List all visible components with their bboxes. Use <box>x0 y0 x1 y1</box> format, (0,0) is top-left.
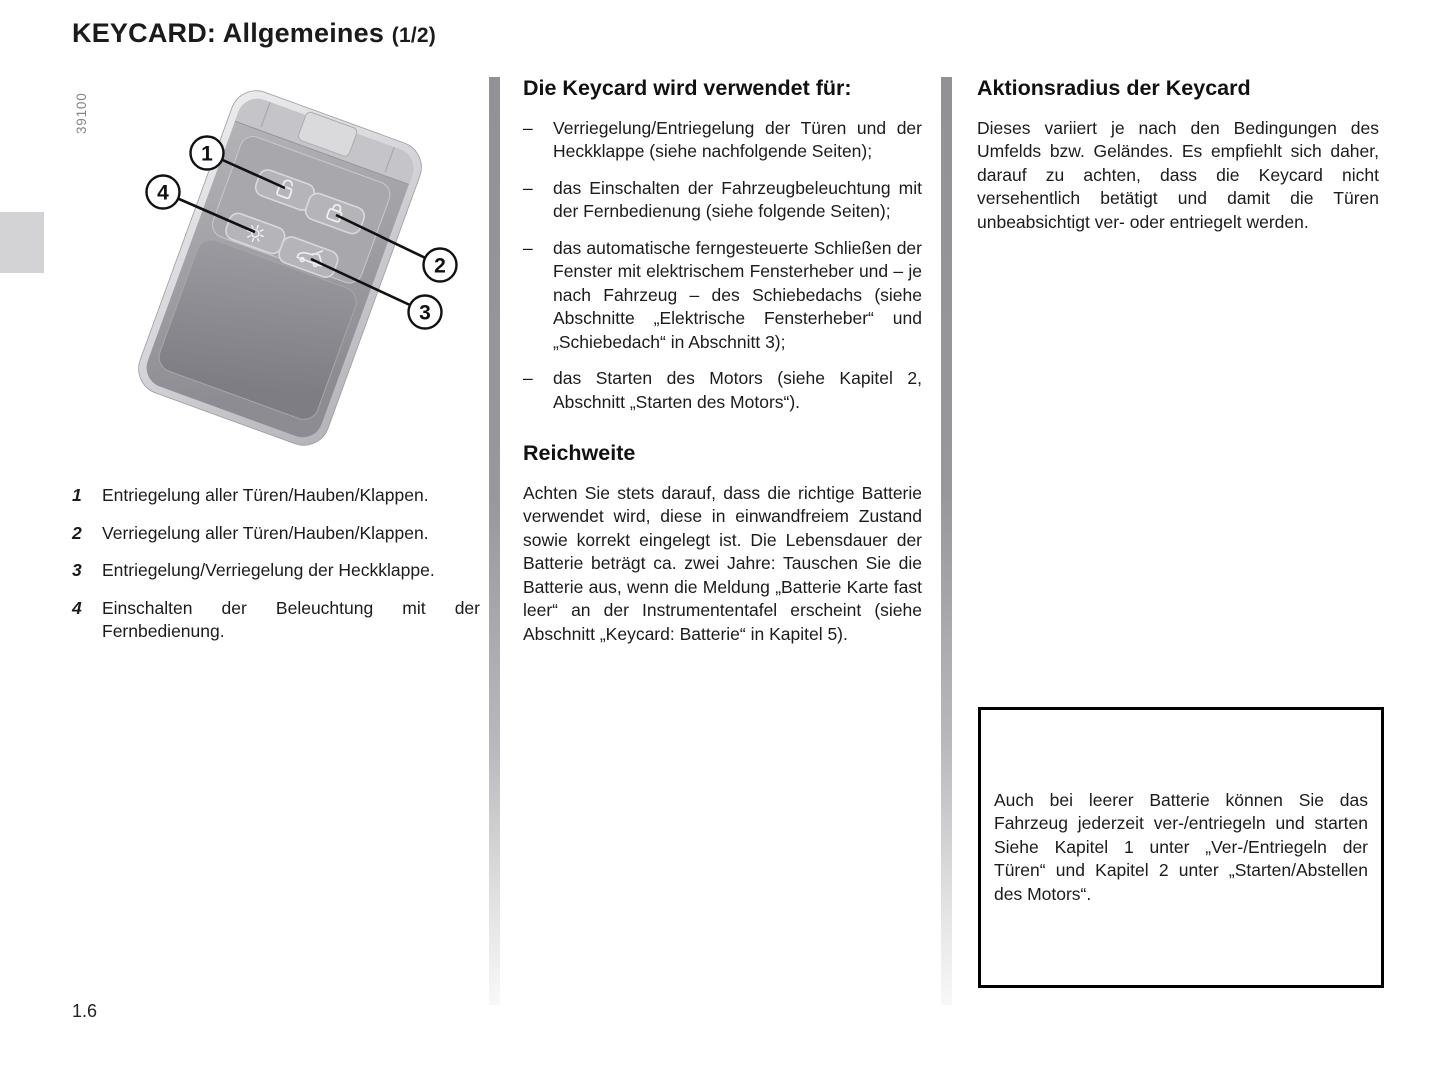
range-heading: Reichweite <box>523 441 636 466</box>
parts-list-item-4 <box>72 597 480 644</box>
radius-heading: Aktionsradius der Keycard <box>977 76 1251 100</box>
usage-bullet-2 <box>523 177 922 224</box>
bullet-marker: – <box>523 237 533 258</box>
part-number: 4 <box>72 597 82 618</box>
note-body: Auch bei leerer Batterie können Sie das Fahrzeug jederzeit ver-/entriegeln und starten Siehe Kapitel 1 unter „Ver-/Entriegeln der Türen“ und Kapitel 2 unter „Starten/Abstellen des Motors“. <box>994 789 1368 904</box>
radius-section <box>977 76 1379 234</box>
bullet-marker: – <box>523 368 533 389</box>
range-body: Achten Sie stets darauf, dass die richtige Batterie verwendet wird, diese in einwandfreiem Zustand sowie korrekt eingelegt ist. Die Lebensdauer der Batterie beträgt ca. zwei Jahre: Tauschen Sie die Batterie aus, wenn die Meldung „Batterie Karte fast leer“ an der Instrumententafel erscheint (siehe Abschnitt „Keycard: Batterie“ in Kapitel 5). <box>523 482 922 644</box>
parts-list <box>72 484 480 658</box>
usage-bullet-4 <box>523 367 922 414</box>
page-title-text: KEYCARD: Allgemeines <box>72 18 392 48</box>
part-text: Einschalten der Beleuchtung mit der Fernbedienung. <box>102 597 480 641</box>
part-number: 3 <box>72 560 82 580</box>
chapter-tab <box>0 212 44 273</box>
figure-image-code: 39100 <box>74 92 89 134</box>
page-title <box>72 18 436 49</box>
bullet-text: das Einschalten der Fahrzeugbeleuchtung mit der Fernbedienung (siehe folgende Seiten); <box>553 177 922 222</box>
bullet-marker: – <box>523 177 533 198</box>
parts-list-item-2 <box>72 522 480 546</box>
column-divider-2 <box>941 77 952 1005</box>
usage-heading: Die Keycard wird verwendet für: <box>523 76 852 100</box>
part-number: 2 <box>72 522 82 543</box>
usage-bullet-3 <box>523 237 922 355</box>
callout-2-label: 2 <box>434 254 446 278</box>
bullet-text: das automatische ferngesteuerte Schließen der Fenster mit elektrischem Fensterheber und – je nach Fahrzeug – des Schiebedachs (siehe Abschnitte „Elektrische Fensterheber“ und „Schiebedach“ in Abschnitt 3); <box>553 237 922 352</box>
callout-3 <box>409 296 442 329</box>
parts-list-item-3 <box>72 559 480 583</box>
callout-1-label: 1 <box>201 142 213 166</box>
part-text: Verriegelung aller Türen/Hauben/Klappen. <box>102 522 429 543</box>
keycard-illustration-svg <box>62 82 482 480</box>
part-text: Entriegelung aller Türen/Hauben/Klappen. <box>102 485 429 505</box>
page-number: 1.6 <box>72 1001 98 1021</box>
usage-section <box>523 76 922 646</box>
callout-4 <box>147 176 180 209</box>
column-divider-1 <box>489 77 500 1005</box>
callout-4-label: 4 <box>157 181 169 205</box>
part-number: 1 <box>72 485 82 505</box>
page-title-pagination: (1/2) <box>391 24 436 47</box>
keycard-card <box>131 83 428 452</box>
parts-list-item-1 <box>72 484 480 508</box>
keycard-figure <box>62 82 482 480</box>
bullet-text: Verriegelung/Entriegelung der Türen und der Heckklappe (siehe nachfolgende Seiten); <box>553 117 922 162</box>
bullet-marker: – <box>523 117 533 138</box>
note-box <box>978 707 1384 988</box>
callout-1 <box>191 137 224 170</box>
bullet-text: das Starten des Motors (siehe Kapitel 2, Abschnitt „Starten des Motors“). <box>553 368 922 412</box>
callout-2 <box>424 249 457 282</box>
callout-3-label: 3 <box>419 301 431 325</box>
radius-body: Dieses variiert je nach den Bedingungen des Umfelds bzw. Geländes. Es empfiehlt sich daher, darauf zu achten, dass die Keycard nicht versehentlich betätigt und damit die Türen unbeabsichtigt ver- oder entriegelt werden. <box>977 117 1379 232</box>
usage-bullet-list <box>523 117 922 415</box>
part-text: Entriegelung/Verriegelung der Heckklappe. <box>102 560 435 580</box>
usage-bullet-1 <box>523 117 922 164</box>
